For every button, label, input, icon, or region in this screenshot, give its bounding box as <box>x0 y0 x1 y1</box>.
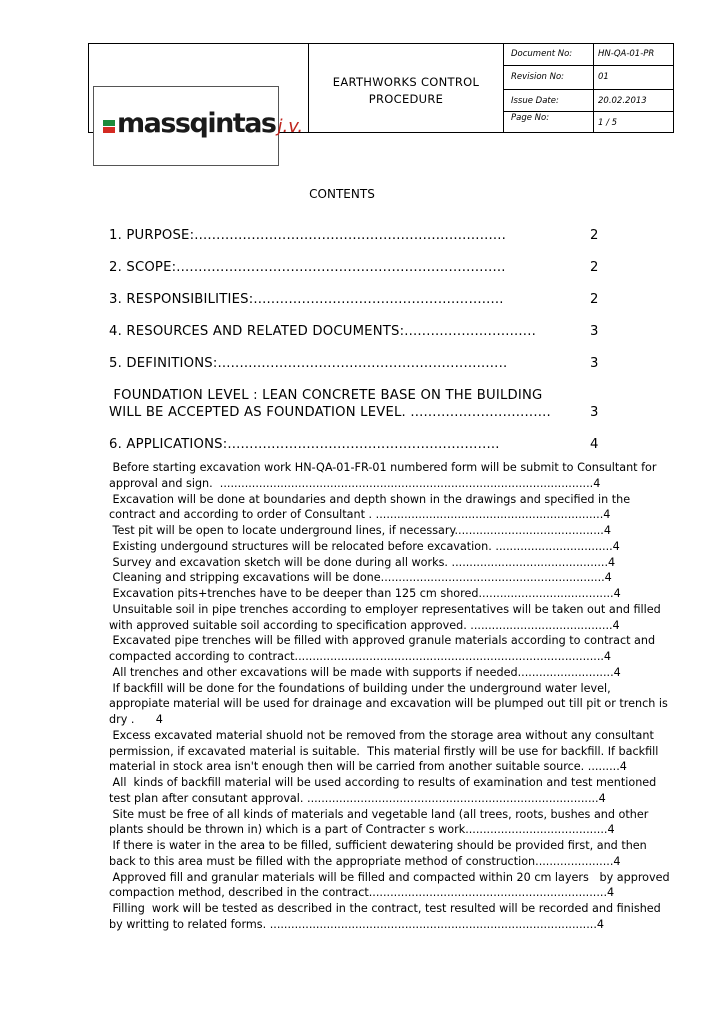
list-item: Excavated pipe trenches will be filled with approved granule materials according to contract and <box>109 634 656 648</box>
list-item: by writting to related forms. ............................................................................................4 <box>109 917 604 931</box>
toc-page-number: 3 <box>590 405 599 420</box>
header-row-divider <box>503 65 673 66</box>
list-item: If backfill will be done for the foundations of building under the underground water level, <box>109 681 611 695</box>
list-item: Survey and excavation sketch will be done during all works. ............................................4 <box>109 555 616 569</box>
list-item: permission, if excavated material is suitable. This material firstly will be use for backfill. If backfill <box>109 744 659 758</box>
list-item: Test pit will be open to locate underground lines, if necessary..........................................4 <box>109 524 611 537</box>
issue-date-label: Issue Date: <box>511 96 559 106</box>
list-item: Site must be free of all kinds of materials and vegetable land (all trees, roots, bushes and other <box>109 807 649 821</box>
logo-wordmark <box>117 109 303 142</box>
revision-no-value: 01 <box>598 72 609 82</box>
issue-date-value: 20.02.2013 <box>598 96 647 106</box>
toc-entry-responsibilities: 3. RESPONSIBILITIES:......................................................... <box>109 292 504 307</box>
list-item: appropiate material will be used for drainage and excavation will be plumped out till pit or trench is <box>109 697 668 711</box>
list-item: Existing undergound structures will be relocated before excavation. .................................4 <box>109 539 620 553</box>
page-no-label: Page No: <box>511 113 550 123</box>
list-item: back to this area must be filled with the appropriate method of construction......................4 <box>109 854 621 868</box>
list-item: Filling work will be tested as described in the contract, test resulted will be recorded and finished <box>109 902 661 915</box>
page-no-value: 1 / 5 <box>598 118 618 128</box>
list-item: test plan after consutant approval. ..................................................................................4 <box>109 791 606 805</box>
toc-entry-resources: 4. RESOURCES AND RELATED DOCUMENTS:.............................. <box>109 324 536 339</box>
list-item: Excess excavated material shuold not be removed from the storage area without any consultant <box>109 728 654 742</box>
list-item: approval and sign. .........................................................................................................4 <box>109 476 601 490</box>
toc-entry-definitions: 5. DEFINITIONS:.................................................................. <box>109 356 508 371</box>
toc-page-number: 3 <box>590 324 599 339</box>
list-item: Cleaning and stripping excavations will be done...............................................................4 <box>109 571 612 585</box>
toc-entry-foundation-level: FOUNDATION LEVEL : LEAN CONCRETE BASE ON THE BUILDING <box>109 388 543 403</box>
document-no-value: HN-QA-01-PR <box>598 49 655 59</box>
contents-heading: CONTENTS <box>309 187 375 201</box>
toc-page-number: 2 <box>590 260 599 275</box>
list-item: Excavation will be done at boundaries and depth shown in the drawings and specified in the <box>109 492 631 506</box>
toc-entry-foundation-level-cont: WILL BE ACCEPTED AS FOUNDATION LEVEL. ................................ <box>109 405 551 420</box>
header-divider <box>593 44 594 132</box>
header-row-divider <box>503 89 673 90</box>
list-item: contract and according to order of Consultant . ................................................................4 <box>109 508 611 522</box>
list-item: material in stock area isn't enough then will be carried from another suitable source. .........4 <box>109 760 627 774</box>
logo-suffix: j.v. <box>277 116 304 137</box>
toc-page-number: 4 <box>590 437 599 452</box>
list-item: plants should be thrown in) which is a part of Contracter s work........................................4 <box>109 823 615 837</box>
toc-entry-purpose: 1. PURPOSE:....................................................................... <box>109 228 507 243</box>
logo-name: massqintas <box>117 108 276 139</box>
logo-mark-icon <box>103 120 115 133</box>
applications-list <box>109 460 699 933</box>
document-no-label: Document No: <box>511 49 573 59</box>
revision-no-label: Revision No: <box>511 72 565 82</box>
header-row-divider <box>503 111 673 112</box>
company-logo <box>93 86 304 166</box>
document-title-line2: PROCEDURE <box>368 92 444 106</box>
list-item: All trenches and other excavations will be made with supports if needed...........................4 <box>109 665 621 679</box>
document-title <box>309 74 503 108</box>
document-title-line1: EARTHWORKS CONTROL <box>332 75 480 89</box>
list-item: dry . 4 <box>109 713 163 726</box>
list-item: compacted according to contract.......................................................................................4 <box>109 650 612 663</box>
list-item: Unsuitable soil in pipe trenches according to employer representatives will be taken out and filled <box>109 602 661 616</box>
list-item: All kinds of backfill material will be used according to results of examination and test mentioned <box>109 776 657 789</box>
toc-page-number: 2 <box>590 292 599 307</box>
list-item: If there is water in the area to be filled, sufficient dewatering should be provided first, and then <box>109 839 647 852</box>
toc-page-number: 2 <box>590 228 599 243</box>
list-item: Before starting excavation work HN-QA-01-FR-01 numbered form will be submit to Consultant for <box>109 461 657 474</box>
list-item: Excavation pits+trenches have to be deeper than 125 cm shored......................................4 <box>109 587 621 600</box>
toc-entry-scope: 2. SCOPE:........................................................................... <box>109 260 506 275</box>
toc-entry-applications: 6. APPLICATIONS:.............................................................. <box>109 437 500 452</box>
toc-page-number: 3 <box>590 356 599 371</box>
list-item: with approved suitable soil according to specification approved. ........................................4 <box>109 618 620 632</box>
list-item: Approved fill and granular materials will be filled and compacted within 20 cm layers by approved <box>109 870 670 884</box>
header-divider <box>503 44 504 132</box>
list-item: compaction method, described in the contract...................................................................4 <box>109 886 615 900</box>
